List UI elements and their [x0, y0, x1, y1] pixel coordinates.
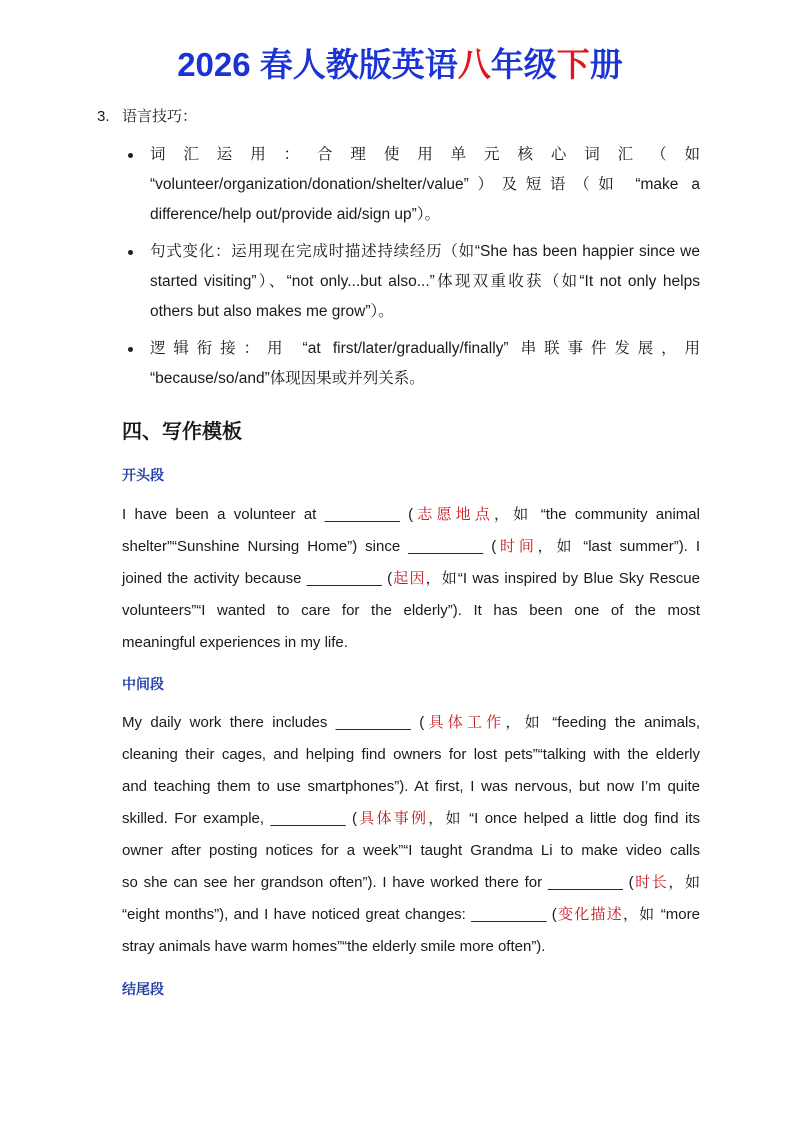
middle-paragraph: [122, 707, 700, 963]
text-run: My daily work there includes: [122, 714, 336, 731]
language-tips-heading: [97, 106, 197, 128]
text-run: “eight months”), and I have noticed great changes:: [122, 906, 472, 923]
tip-line: 词汇运用：合理使用单元核心词汇（如: [150, 146, 700, 163]
text-run: and teaching them to use smartphones”). At first, I was nervous, but now I’m quite: [122, 778, 700, 795]
page-title: [0, 40, 800, 90]
paragraph-line: [122, 595, 700, 627]
paragraph-line: [122, 499, 700, 531]
answer-blank: _________: [547, 874, 623, 891]
section-heading: 语言技巧：: [122, 108, 198, 125]
tip-line: 逻辑衔接：用 “at first/later/gradually/finally” 串联事件发展，用: [150, 340, 700, 357]
title-run: 年级: [490, 46, 557, 83]
tip-item: [150, 237, 700, 327]
text-run: meaningful experiences in my life.: [122, 634, 348, 651]
tip-line: “because/so/and”体现因果或并列关系。: [150, 370, 425, 387]
paragraph-line: [122, 867, 700, 899]
text-run: (: [345, 810, 357, 827]
tip-line: difference/help out/provide aid/sign up”）。: [150, 206, 441, 223]
text-run: (: [399, 506, 414, 523]
tip-line: 句式变化：运用现在完成时描述持续经历（如“She has been happier since we: [150, 243, 700, 260]
answer-blank: _________: [471, 906, 547, 923]
tip-item: [150, 140, 700, 230]
hint-label: 具体工作: [424, 714, 506, 731]
answer-blank: _________: [335, 714, 411, 731]
text-run: ，如: [668, 874, 700, 891]
text-run: volunteers”“I wanted to care for the elderly”). It has been one of the most: [122, 602, 700, 619]
paragraph-line: [122, 931, 700, 963]
title-run: 下: [556, 46, 590, 83]
answer-blank: _________: [270, 810, 346, 827]
answer-blank: _________: [306, 570, 382, 587]
title-run: 册: [589, 46, 623, 83]
text-run: ，如 “feeding the animals,: [505, 714, 700, 731]
paragraph-line: [122, 835, 700, 867]
hint-label: 时长: [633, 874, 669, 891]
text-run: ，如 “last summer”). I: [537, 538, 700, 555]
hint-label: 具体事例: [356, 810, 429, 827]
tip-item: [150, 334, 700, 394]
text-run: skilled. For example,: [122, 810, 271, 827]
text-run: ，如 “more: [622, 906, 700, 923]
bullet-icon: [128, 347, 133, 352]
paragraph-line: [122, 739, 700, 771]
answer-blank: _________: [324, 506, 400, 523]
hint-label: 志愿地点: [413, 506, 495, 523]
title-run: 2026 春人教版英语: [177, 46, 458, 83]
text-run: stray animals have warm homes”“the elderly smile more often”).: [122, 938, 546, 955]
title-run: 八: [457, 46, 491, 83]
paragraph-line: [122, 803, 700, 835]
tip-line: “volunteer/organization/donation/shelter/value”）及短语（如 “make a: [150, 176, 700, 193]
text-run: (: [546, 906, 557, 923]
text-run: cleaning their cages, and helping find owners for lost pets”“talking with the elderly: [122, 746, 700, 763]
paragraph-line: [122, 771, 700, 803]
hint-label: 起因: [392, 570, 426, 587]
middle-paragraph-label: 中间段: [122, 676, 164, 692]
text-run: ，如 “I once helped a little dog find its: [428, 810, 700, 827]
paragraph-line: [122, 899, 700, 931]
paragraph-line: [122, 627, 700, 659]
opening-paragraph-label: 开头段: [122, 467, 164, 483]
opening-paragraph: [122, 499, 700, 659]
hint-label: 变化描述: [556, 906, 623, 923]
text-run: (: [410, 714, 425, 731]
text-run: (: [381, 570, 393, 587]
answer-blank: _________: [408, 538, 484, 555]
bullet-icon: [128, 250, 133, 255]
language-tips-list: [150, 140, 700, 401]
text-run: ，如“I was inspired by Blue Sky Rescue: [425, 570, 700, 587]
text-run: (: [483, 538, 497, 555]
paragraph-line: [122, 707, 700, 739]
tip-line: started visiting”）、“not only...but also...”体现双重收获（如“It not only helps: [150, 273, 700, 290]
template-heading: 四、写作模板: [122, 421, 242, 443]
tip-line: others but also makes me grow”）。: [150, 303, 394, 320]
text-run: owner after posting notices for a week”“I taught Grandma Li to make video calls: [122, 842, 700, 859]
text-run: (: [622, 874, 634, 891]
text-run: joined the activity because: [122, 570, 307, 587]
closing-paragraph-label: 结尾段: [122, 981, 164, 997]
bullet-icon: [128, 153, 133, 158]
paragraph-line: [122, 563, 700, 595]
hint-label: 时间: [496, 538, 538, 555]
text-run: ，如 “the community animal: [494, 506, 700, 523]
text-run: shelter”“Sunshine Nursing Home”) since: [122, 538, 409, 555]
section-number: 3.: [97, 108, 110, 125]
text-run: so she can see her grandson often”). I have worked there for: [122, 874, 548, 891]
text-run: I have been a volunteer at: [122, 506, 325, 523]
paragraph-line: [122, 531, 700, 563]
